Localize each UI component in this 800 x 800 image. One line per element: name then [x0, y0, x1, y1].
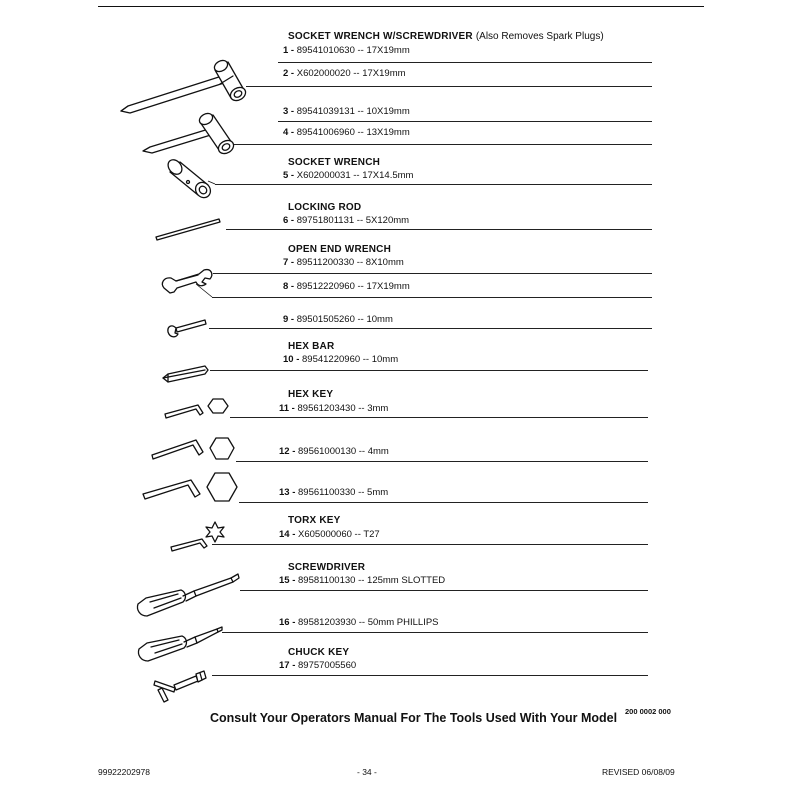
part-item-7: [283, 257, 404, 269]
heading-socket-wrench-w-screwdriver: [288, 31, 604, 43]
heading-torx-key: TORX KEY: [288, 515, 341, 526]
part-item-11: [279, 403, 388, 415]
item-description: 89541006960 -- 13X19mm: [296, 127, 410, 138]
item-description: 89581203930 -- 50mm PHILLIPS: [298, 617, 439, 628]
socket-wrench-illustration: [165, 157, 213, 201]
item-number: 11 -: [279, 403, 295, 414]
item-description: 89581100130 -- 125mm SLOTTED: [298, 575, 446, 586]
item-number: 3 -: [283, 106, 295, 117]
rule: [278, 121, 652, 122]
part-item-13: [279, 487, 388, 499]
item-number: 6 -: [283, 215, 295, 226]
item-number: 1 -: [283, 45, 295, 56]
part-item-1: [283, 45, 410, 57]
item-number: 14 -: [279, 529, 296, 540]
item-description: 89511200330 -- 8X10mm: [296, 257, 404, 268]
rule: [222, 632, 648, 633]
rule: [246, 86, 652, 87]
part-item-15: [279, 575, 445, 587]
heading-locking-rod: LOCKING ROD: [288, 202, 362, 213]
rule: [230, 417, 648, 418]
item-number: 10 -: [283, 354, 300, 365]
part-item-2: [283, 68, 406, 80]
slotted-screwdriver-illustration: [137, 574, 239, 616]
rule: [212, 675, 648, 676]
hex-key-5mm-illustration: [143, 473, 237, 501]
part-item-16: [279, 617, 439, 629]
item-number: 13 -: [279, 487, 296, 498]
item-number: 16 -: [279, 617, 296, 628]
item-description: 89501505260 -- 10mm: [296, 314, 393, 325]
item-description: X605000060 -- T27: [298, 529, 380, 540]
item-description: 89757005560: [298, 660, 357, 671]
part-item-17: [279, 660, 356, 672]
heading-text: SOCKET WRENCH W/SCREWDRIVER: [288, 31, 473, 42]
part-item-5: [283, 170, 413, 182]
item-number: 8 -: [283, 281, 295, 292]
footer-page-number: - 34 -: [357, 767, 377, 777]
heading-socket-wrench: SOCKET WRENCH: [288, 157, 381, 168]
item-number: 17 -: [279, 660, 296, 671]
hex-key-3mm-illustration: [165, 399, 228, 418]
item-description: X602000020 -- 17X19mm: [296, 68, 406, 79]
item-description: 89541010630 -- 17X19mm: [296, 45, 410, 56]
rule: [239, 502, 648, 503]
item-number: 12 -: [279, 446, 296, 457]
drawing-number: 200 0002 000: [625, 707, 671, 716]
rule: [236, 461, 648, 462]
consult-manual-note: Consult Your Operators Manual For The Tools Used With Your Model: [210, 711, 618, 725]
rule: [209, 328, 652, 329]
torx-key-illustration: [171, 522, 224, 551]
hex-bar-illustration: [163, 366, 208, 382]
footer-doc-number: 99922202978: [98, 767, 151, 777]
chuck-key-illustration: [154, 671, 206, 702]
item-number: 4 -: [283, 127, 295, 138]
part-item-6: [283, 215, 409, 227]
item-number: 2 -: [283, 68, 295, 79]
part-item-14: [279, 529, 380, 541]
rule: [278, 62, 652, 63]
heading-hex-key: HEX KEY: [288, 389, 334, 400]
part-item-3: [283, 106, 410, 118]
phillips-screwdriver-illustration: [138, 627, 222, 661]
item-description: 89751801131 -- 5X120mm: [296, 215, 410, 226]
locking-rod-illustration: [156, 219, 220, 240]
part-item-4: [283, 127, 410, 139]
rule: [240, 590, 648, 591]
rule: [234, 144, 652, 145]
open-end-wrench-large-illustration: [162, 270, 211, 293]
rule: [212, 297, 652, 298]
item-description: 89561203430 -- 3mm: [297, 403, 389, 414]
footer-revised-date: REVISED 06/08/09: [602, 767, 675, 777]
part-item-8: [283, 281, 410, 293]
item-number: 7 -: [283, 257, 295, 268]
item-description: 89541039131 -- 10X19mm: [296, 106, 410, 117]
socket-wrench-screwdriver-large-illustration: [121, 58, 248, 113]
rule: [210, 370, 648, 371]
rule: [226, 229, 652, 230]
item-description: 89541220960 -- 10mm: [302, 354, 399, 365]
item-description: 89561000130 -- 4mm: [298, 446, 389, 457]
item-description: 89512220960 -- 17X19mm: [296, 281, 410, 292]
heading-screwdriver: SCREWDRIVER: [288, 562, 366, 573]
item-description: 89561100330 -- 5mm: [298, 487, 389, 498]
item-description: X602000031 -- 17X14.5mm: [296, 170, 414, 181]
item-number: 9 -: [283, 314, 295, 325]
part-item-9: [283, 314, 393, 326]
open-end-wrench-small-illustration: [168, 320, 206, 337]
heading-chuck-key: CHUCK KEY: [288, 647, 350, 658]
hex-key-4mm-illustration: [152, 438, 234, 459]
heading-hex-bar: HEX BAR: [288, 341, 335, 352]
item-number: 15 -: [279, 575, 296, 586]
rule: [212, 544, 648, 545]
heading-open-end-wrench: OPEN END WRENCH: [288, 244, 392, 255]
rule: [213, 273, 652, 274]
socket-wrench-screwdriver-small-illustration: [143, 111, 236, 156]
part-item-10: [283, 354, 398, 366]
item-number: 5 -: [283, 170, 295, 181]
heading-note: (Also Removes Spark Plugs): [475, 31, 604, 42]
part-item-12: [279, 446, 389, 458]
rule: [215, 184, 652, 185]
